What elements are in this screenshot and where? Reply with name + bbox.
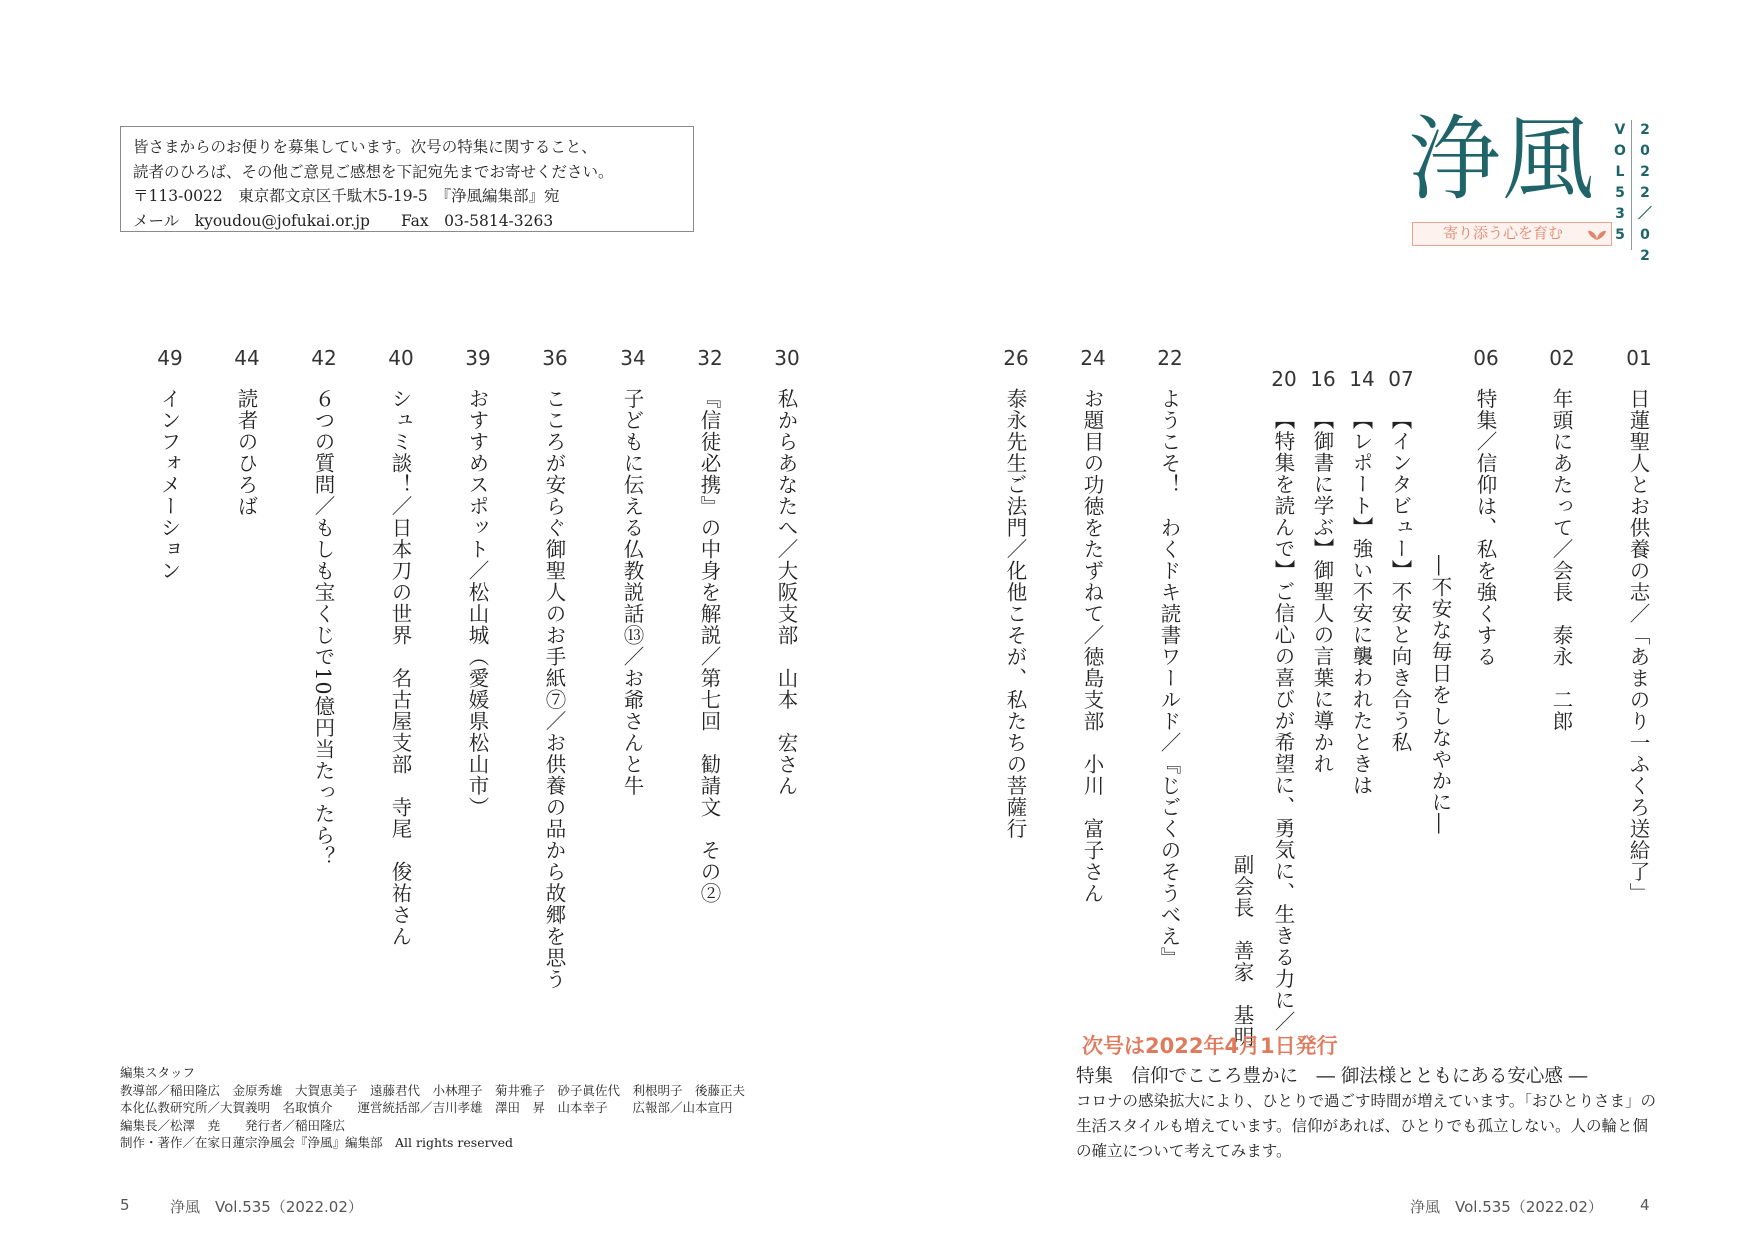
toc-entry[interactable]: 読者のひろば [234,388,258,517]
toc-page-number: 49 [157,346,183,370]
date-char: 0 [1640,227,1650,243]
staff-line: 本化仏教研究所／大賀義明 名取慎介 運営統括部／吉川孝雄 澤田 昇 山本幸子 広報部／山本宣円 [120,1100,733,1115]
vol-char: 5 [1615,227,1625,243]
next-issue-title: 次号は2022年4月1日発行 [1082,1034,1338,1058]
toc-entry[interactable]: 泰永先生ご法門／化他こそが、私たちの菩薩行 [1003,388,1027,840]
toc-entry[interactable]: シュミ談！／日本刀の世界 名古屋支部 寺尾 俊祐さん [388,388,412,947]
toc-page-number: 26 [1003,346,1029,370]
toc-entry[interactable]: お題目の功徳をたずねて／徳島支部 小川 富子さん [1080,388,1104,904]
toc-entry[interactable]: ６つの質問／もしも宝くじで10億円当たったら？ [311,388,335,868]
leaf-icon [1587,224,1607,246]
toc-entry[interactable]: 特集／信仰は、私を強くする [1473,388,1497,668]
toc-entry[interactable]: 【インタビュー】不安と向き合う私 [1388,409,1412,753]
right-running-title: 浄風 Vol.535（2022.02） [1410,1198,1603,1216]
vol-char: 3 [1615,206,1625,222]
volume-number [1614,120,1626,246]
date-char: 2 [1640,248,1650,264]
contact-line: 読者のひろば、その他ご意見ご感想を下記宛先までお寄せください。 [133,162,614,181]
toc-page-number: 24 [1080,346,1106,370]
right-page-number: 4 [1640,1196,1650,1214]
toc-page-number: 30 [774,346,800,370]
date-char: 2 [1640,122,1650,138]
staff-line: 編集長／松澤 尭 発行者／稲田隆広 [120,1117,346,1133]
toc-entry[interactable]: おすすめスポット／松山城（愛媛県松山市） [465,388,489,818]
next-issue-description: コロナの感染拡大により、ひとりで過ごす時間が増えています。「おひとりさま」の生活スタイルも増えています。信仰があれば、ひとりでも孤立しない。人の輪と個の確立について考えてみます。 [1076,1092,1657,1160]
toc-page-number: 39 [465,346,491,370]
toc-page-number: 40 [388,346,414,370]
toc-entry[interactable]: 『信徒必携』の中身を解説／第七回 勧請文 その② [697,388,721,904]
toc-page-number: 20 [1271,367,1297,391]
toc-page-number: 22 [1157,346,1183,370]
date-char: 2 [1640,185,1650,201]
toc-entry[interactable]: インフォメーション [157,388,181,582]
contact-address: 〒113-0022 東京都文京区千駄木5-19-5 『浄風編集部』宛 [133,187,560,205]
toc-page-number: 01 [1626,346,1652,370]
logo-tagline: 寄り添う心を育む [1412,222,1612,246]
toc-page-number: 32 [697,346,723,370]
vol-char: O [1614,143,1626,159]
date-char: ／ [1638,206,1652,222]
vol-char: 5 [1615,185,1625,201]
toc-page-number: 36 [542,346,568,370]
toc-entry[interactable]: 【御書に学ぶ】御聖人の言葉に導かれ [1310,409,1334,775]
magazine-logo: 浄風 [1408,106,1597,213]
toc-page-number: 44 [234,346,260,370]
toc-page-number: 02 [1549,346,1575,370]
staff-heading: 編集スタッフ [120,1065,196,1080]
toc-entry[interactable]: 年頭にあたって／会長 泰永 二郎 [1549,388,1573,732]
toc-entry[interactable]: 私からあなたへ／大阪支部 山本 宏さん [774,388,798,797]
left-page-number: 5 [120,1196,130,1214]
vol-char: L [1615,164,1625,180]
toc-entry[interactable]: 子どもに伝える仏教説話⑬／お爺さんと牛 [620,388,644,797]
toc-entry[interactable]: こころが安らぐ御聖人のお手紙⑦／お供養の品から故郷を思う [542,388,566,990]
toc-entry-subtitle: ―不安な毎日をしなやかに― [1428,555,1452,835]
next-issue-headline: 特集 信仰でこころ豊かに ― 御法様とともにある安心感 ― [1076,1066,1588,1087]
toc-page-number: 42 [311,346,337,370]
issue-date [1638,120,1652,267]
toc-entry[interactable]: 日蓮聖人とお供養の志／「あまのり一ふくろ送給了」 [1626,388,1650,904]
vol-char: V [1614,122,1626,138]
contact-box [120,126,694,232]
date-char: 0 [1640,143,1650,159]
left-running-title: 浄風 Vol.535（2022.02） [170,1198,363,1216]
toc-page-number: 07 [1388,367,1414,391]
toc-entry[interactable]: 【レポート】強い不安に襲われたときは [1349,409,1373,796]
toc-page-number: 14 [1349,367,1375,391]
toc-entry[interactable]: 【特集を読んで】ご信心の喜びが希望に、勇気に、生きる力に／ [1271,409,1295,1033]
logo-divider [1631,120,1632,250]
toc-entry[interactable]: ようこそ！ わくドキ読書ワールド／『じごくのそうべえ』 [1157,388,1181,969]
contact-line: 皆さまからのお便りを募集しています。次号の特集に関すること、 [133,138,597,156]
date-char: 2 [1640,164,1650,180]
staff-line: 教導部／稲田隆広 金原秀雄 大賀恵美子 遠藤君代 小林理子 菊井雅子 砂子眞佐代 利根明子 後藤正夫 [120,1082,746,1098]
toc-page-number: 16 [1310,367,1336,391]
toc-page-number: 06 [1473,346,1499,370]
toc-page-number: 34 [620,346,646,370]
editorial-staff [120,1064,745,1152]
staff-line: 制作・著作／在家日蓮宗浄風会『浄風』編集部 All rights reserved [120,1135,514,1150]
toc-entry-author: 副会長 善家 基明 [1230,854,1254,1048]
contact-email-fax[interactable]: メール kyoudou@jofukai.or.jp Fax 03-5814-3263 [133,211,554,230]
